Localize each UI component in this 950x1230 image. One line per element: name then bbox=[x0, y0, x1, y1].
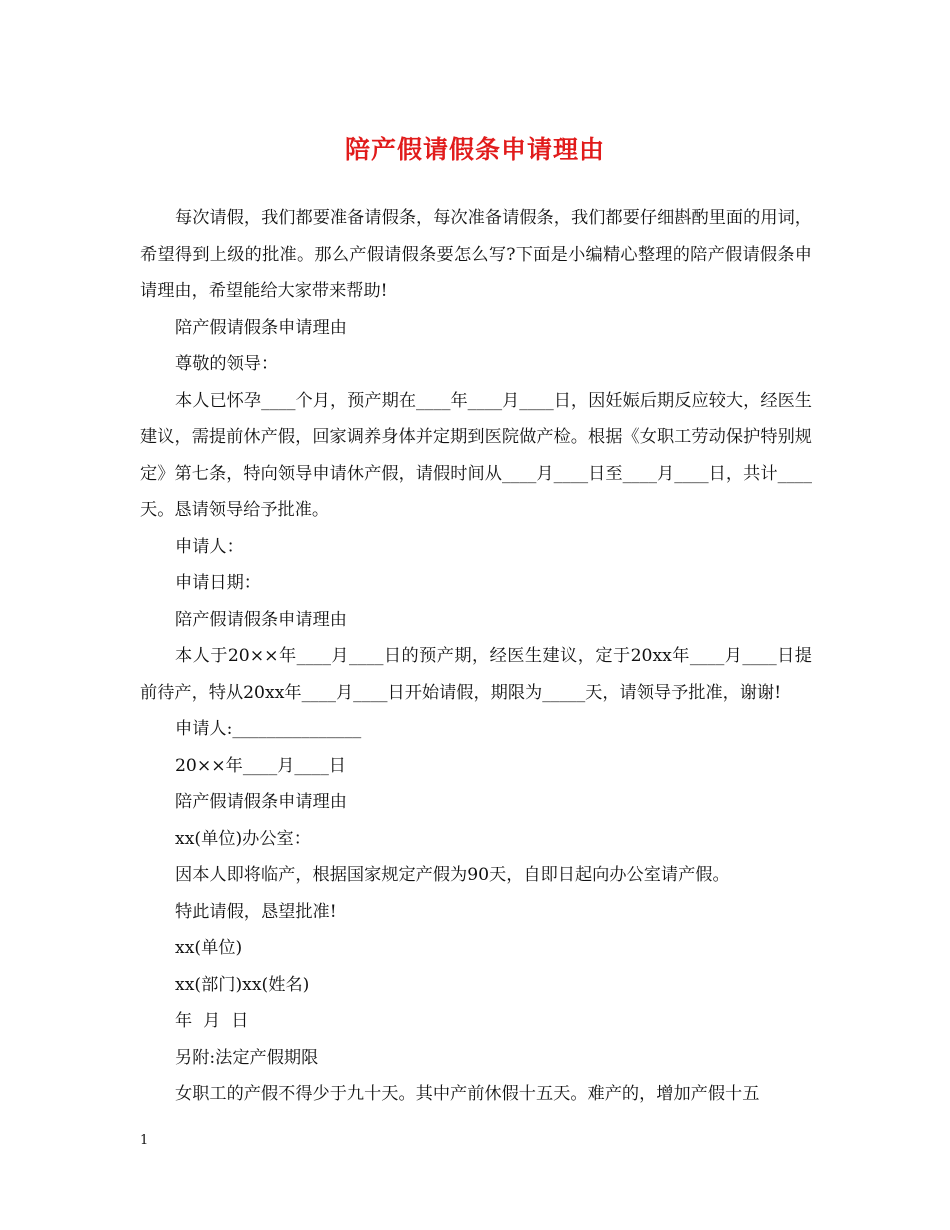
paragraph-letter-2-body: 本人于20××年____月____日的预产期，经医生建议，定于20xx年____月____日提前待产，特从20xx年____月____日开始请假，期限为_____天，请领导予批准，谢谢! bbox=[140, 646, 812, 703]
paragraph-heading-2: 陪产假请假条申请理由 bbox=[175, 609, 347, 630]
paragraph-applicant-1: 申请人： bbox=[175, 536, 244, 557]
paragraph-letter-1-body: 本人已怀孕____个月，预产期在____年____月____日，因妊娠后期反应较大，经医生建议，需提前休产假，回家调养身体并定期到医院做产检。根据《女职工劳动保护特别规定》第七条，特向领导申请休产假，请假时间从____月____日至____月____日，共计____天。恳请领导给予批准。 bbox=[140, 390, 812, 520]
paragraph-heading-1: 陪产假请假条申请理由 bbox=[175, 317, 347, 338]
paragraph-recipient-3: xx(单位)办公室： bbox=[175, 828, 311, 849]
paragraph-date-1: 申请日期： bbox=[175, 573, 261, 593]
paragraph-appendix-heading: 另附:法定产假期限 bbox=[175, 1047, 319, 1068]
paragraph-letter-3-closing: 特此请假，恳望批准! bbox=[175, 901, 337, 922]
paragraph-date-3: 年 月 日 bbox=[175, 1011, 249, 1031]
page-number: 1 bbox=[140, 1133, 149, 1148]
paragraph-applicant-2: 申请人:_______________ bbox=[175, 719, 362, 739]
paragraph-date-2: 20××年____月____日 bbox=[175, 755, 346, 776]
paragraph-signature-unit: xx(单位) bbox=[175, 938, 243, 958]
paragraph-signature-name: xx(部门)xx(姓名) bbox=[175, 974, 310, 995]
paragraph-appendix-body: 女职工的产假不得少于九十天。其中产前休假十五天。难产的，增加产假十五 bbox=[175, 1084, 760, 1104]
paragraph-letter-3-body: 因本人即将临产，根据国家规定产假为90天，自即日起向办公室请产假。 bbox=[175, 865, 730, 885]
paragraph-heading-3: 陪产假请假条申请理由 bbox=[175, 792, 347, 812]
paragraph-salutation: 尊敬的领导： bbox=[175, 354, 279, 374]
document-title: 陪产假请假条申请理由 bbox=[344, 135, 605, 164]
document-body bbox=[140, 200, 812, 1113]
paragraph-intro: 每次请假，我们都要准备请假条，每次准备请假条，我们都要仔细斟酌里面的用词，希望得到上级的批准。那么产假请假条要怎么写?下面是小编精心整理的陪产假请假条申请理由，希望能给大家带来帮助! bbox=[140, 208, 812, 301]
